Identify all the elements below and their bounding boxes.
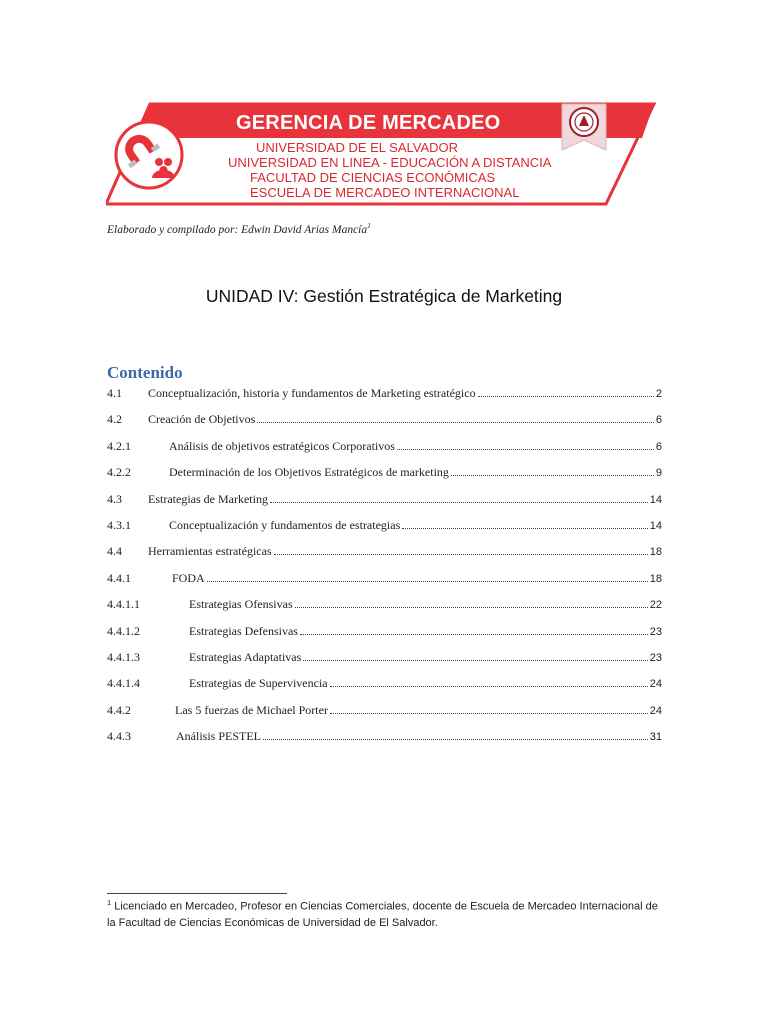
toc-title: Análisis de objetivos estratégicos Corporativos <box>169 438 395 453</box>
byline-text: Elaborado y compilado por: Edwin David Arias Mancía <box>107 223 368 236</box>
toc-title: Conceptualización y fundamentos de estrategias <box>169 517 401 532</box>
toc-page: 18 <box>649 546 662 559</box>
toc-number: 4.2 <box>107 412 122 427</box>
toc-title: FODA <box>172 570 205 585</box>
toc-number: 4.4.3 <box>107 729 131 744</box>
toc-number: 4.4.1.2 <box>107 623 140 638</box>
toc-entry[interactable] <box>107 727 662 753</box>
table-of-contents <box>107 384 662 753</box>
toc-number: 4.4.2 <box>107 702 131 717</box>
toc-entry[interactable] <box>107 410 662 436</box>
toc-title: Estrategias Adaptativas <box>189 649 302 664</box>
toc-page: 18 <box>649 572 662 585</box>
footnote-number: 1 <box>107 898 112 907</box>
toc-leader <box>295 607 648 608</box>
banner-title: GERENCIA DE MERCADEO <box>236 112 501 134</box>
toc-page: 23 <box>649 625 662 638</box>
toc-leader <box>257 422 654 423</box>
toc-title: Herramientas estratégicas <box>148 544 272 559</box>
footnote <box>107 895 667 932</box>
toc-page: 22 <box>649 599 662 612</box>
contents-heading: Contenido <box>107 363 183 382</box>
toc-title: Estrategias Defensivas <box>189 623 298 638</box>
toc-leader <box>263 739 648 740</box>
footnote-text: Licenciado en Mercadeo, Profesor en Ciencias Comerciales, docente de Escuela de Mercadeo Internacional de la Facultad de Ciencias Económicas de Universidad de El Salvador. <box>107 900 658 930</box>
toc-leader <box>478 396 654 397</box>
toc-entry[interactable] <box>107 674 662 700</box>
toc-leader <box>330 713 648 714</box>
banner-online: UNIVERSIDAD EN LINEA - EDUCACIÓN A DISTANCIA <box>228 155 552 170</box>
toc-entry[interactable] <box>107 569 662 595</box>
footnote-separator <box>107 893 287 894</box>
toc-entry[interactable] <box>107 437 662 463</box>
toc-page: 9 <box>655 467 662 480</box>
toc-number: 4.4.1.3 <box>107 649 140 664</box>
toc-entry[interactable] <box>107 463 662 489</box>
toc-title: Estrategias de Supervivencia <box>189 676 328 691</box>
toc-entry[interactable] <box>107 701 662 727</box>
toc-number: 4.2.2 <box>107 465 131 480</box>
university-seal-icon <box>558 100 610 154</box>
toc-entry[interactable] <box>107 595 662 621</box>
toc-number: 4.4 <box>107 544 122 559</box>
toc-entry[interactable] <box>107 384 662 410</box>
toc-entry[interactable] <box>107 542 662 568</box>
toc-page: 14 <box>649 493 662 506</box>
magnet-people-icon <box>112 118 186 192</box>
toc-leader <box>402 528 647 529</box>
toc-title: Creación de Objetivos <box>148 412 256 427</box>
toc-number: 4.4.1.1 <box>107 597 140 612</box>
toc-page: 24 <box>649 704 662 717</box>
toc-page: 6 <box>655 414 662 427</box>
toc-leader <box>397 449 654 450</box>
toc-title: Estrategias Ofensivas <box>189 597 293 612</box>
toc-leader <box>330 686 648 687</box>
banner-university: UNIVERSIDAD DE EL SALVADOR <box>256 140 459 155</box>
toc-leader <box>303 660 647 661</box>
toc-leader <box>451 475 654 476</box>
toc-title: Estrategias de Marketing <box>148 491 268 506</box>
banner-school: ESCUELA DE MERCADEO INTERNACIONAL <box>250 185 520 200</box>
toc-title: Las 5 fuerzas de Michael Porter <box>175 702 328 717</box>
toc-leader <box>300 634 648 635</box>
toc-number: 4.3.1 <box>107 517 131 532</box>
toc-entry[interactable] <box>107 516 662 542</box>
toc-entry[interactable] <box>107 648 662 674</box>
toc-number: 4.2.1 <box>107 438 131 453</box>
toc-title: Conceptualización, historia y fundamentos de Marketing estratégico <box>148 386 476 400</box>
toc-title: Determinación de los Objetivos Estratégicos de marketing <box>169 465 449 480</box>
toc-page: 2 <box>655 388 662 400</box>
toc-entry[interactable] <box>107 490 662 516</box>
toc-page: 6 <box>655 440 662 453</box>
toc-page: 24 <box>649 678 662 691</box>
toc-number: 4.3 <box>107 491 122 506</box>
toc-entry[interactable] <box>107 622 662 648</box>
footnote-ref[interactable]: 1 <box>367 221 371 230</box>
toc-leader <box>274 554 648 555</box>
toc-leader <box>207 581 648 582</box>
page-title: UNIDAD IV: Gestión Estratégica de Marketing <box>205 286 563 306</box>
toc-leader <box>270 502 648 503</box>
toc-page: 31 <box>649 731 662 744</box>
toc-title: Análisis PESTEL <box>176 729 262 744</box>
toc-number: 4.1 <box>107 386 122 400</box>
banner-faculty: FACULTAD DE CIENCIAS ECONÓMICAS <box>250 170 496 185</box>
byline <box>107 221 371 236</box>
toc-number: 4.4.1 <box>107 570 131 585</box>
toc-page: 23 <box>649 651 662 664</box>
toc-page: 14 <box>649 519 662 532</box>
toc-number: 4.4.1.4 <box>107 676 140 691</box>
